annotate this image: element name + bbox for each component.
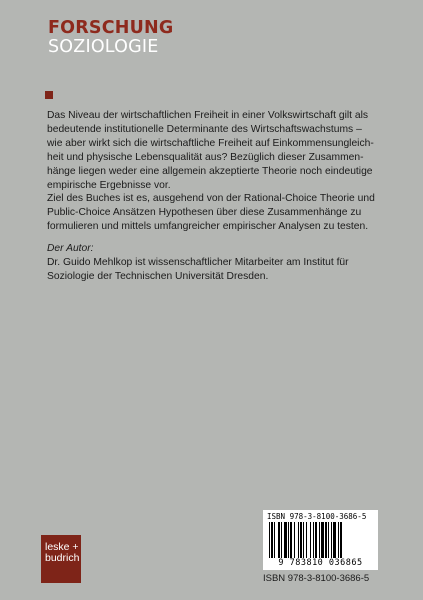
author-heading: Der Autor:: [47, 243, 94, 255]
barcode: [263, 510, 378, 570]
barcode-bar: [328, 522, 329, 558]
barcode-bar: [300, 522, 302, 558]
series-title: [48, 19, 173, 57]
barcode-bar: [313, 522, 314, 558]
blurb-line: empirische Ergebnisse vor.: [47, 179, 171, 191]
barcode-bar: [274, 522, 275, 558]
blurb-line: heit und physische Lebensqualität aus? Bezüglich dieser Zusammen-: [47, 151, 364, 163]
blurb-line: formulieren und mittels umfangreicher empirischer Analysen zu testen.: [47, 221, 369, 233]
barcode-bar: [321, 522, 324, 558]
author-line: Soziologie der Technischen Universität Dresden.: [47, 270, 269, 282]
barcode-bar: [278, 522, 280, 558]
barcode-bar: [331, 522, 332, 558]
barcode-bar: [303, 522, 304, 558]
barcode-bar: [319, 522, 320, 558]
publisher-logo-line1: leske +: [45, 541, 79, 553]
barcode-bar: [340, 522, 342, 558]
barcode-bars: [267, 522, 374, 558]
barcode-bar: [284, 522, 287, 558]
barcode-bar: [269, 522, 270, 558]
barcode-bar: [306, 522, 307, 558]
blurb-line: bedeutende institutionelle Determinante des Wirtschaftswachstums –: [47, 123, 362, 135]
blurb-line: Das Niveau der wirtschaftlichen Freiheit in einer Volkswirtschaft gilt als: [47, 110, 369, 121]
barcode-bar: [271, 522, 273, 558]
series-title-line2: SOZIOLOGIE: [48, 37, 159, 57]
barcode-bar: [298, 522, 299, 558]
isbn-label: ISBN 978-3-8100-3686-5: [263, 573, 370, 584]
blurb-line: Public-Choice Ansätzen Hypothesen über diese Zusammenhänge zu: [47, 207, 362, 219]
decorative-square: [45, 91, 53, 99]
barcode-bar: [281, 522, 282, 558]
barcode-bar: [315, 522, 317, 558]
author-line: Dr. Guido Mehlkop ist wissenschaftlicher Mitarbeiter am Institut für: [47, 257, 349, 269]
publisher-logo: [41, 535, 81, 583]
barcode-bar: [290, 522, 292, 558]
blurb-line: Ziel des Buches ist es, ausgehend von der Rational-Choice Theorie und: [47, 193, 375, 205]
barcode-bar: [288, 522, 289, 558]
series-title-line1: FORSCHUNG: [48, 18, 174, 38]
barcode-bar: [310, 522, 311, 558]
barcode-bar: [294, 522, 295, 558]
barcode-bar: [333, 522, 336, 558]
blurb-line: hänge liegen weder eine allgemein akzeptierte Theorie noch eindeutige: [47, 165, 373, 177]
barcode-isbn-text: ISBN 978-3-8100-3686-5: [267, 512, 367, 521]
blurb-line: wie aber wirkt sich die wirtschaftliche Freiheit auf Einkommensungleich-: [47, 137, 374, 149]
back-cover-blurb: [47, 109, 387, 284]
barcode-bar: [338, 522, 339, 558]
publisher-logo-line2: budrich: [45, 552, 80, 564]
barcode-digits: 9 783810 036865: [278, 558, 363, 568]
barcode-bar: [325, 522, 327, 558]
